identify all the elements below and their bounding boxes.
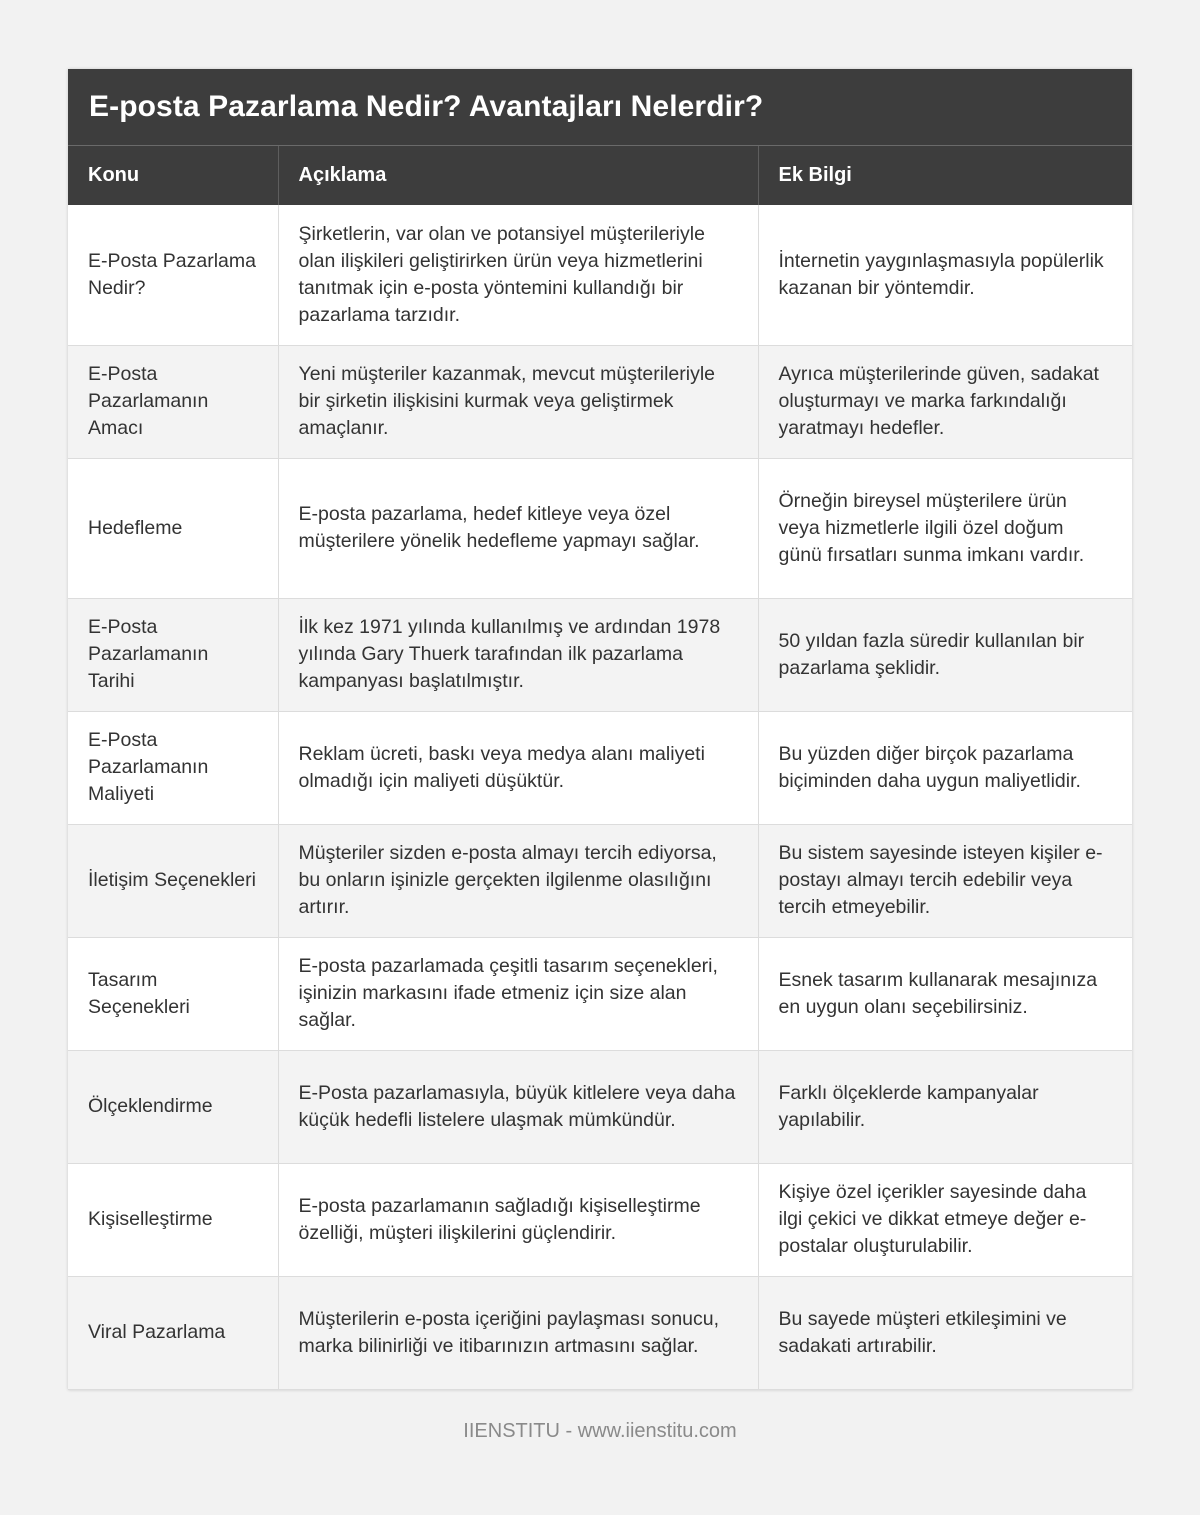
column-header-aciklama: Açıklama [278,146,758,205]
cell-ek-bilgi: İnternetin yaygınlaşmasıyla popülerlik kazanan bir yöntemdir. [758,205,1132,345]
info-table [68,146,1132,1390]
cell-konu: Tasarım Seçenekleri [68,937,278,1050]
page-title: E-posta Pazarlama Nedir? Avantajları Nelerdir? [89,90,764,123]
cell-ek-bilgi: Bu yüzden diğer birçok pazarlama biçiminden daha uygun maliyetlidir. [758,711,1132,824]
table-row [68,1050,1132,1163]
cell-konu: E-Posta Pazarlamanın Maliyeti [68,711,278,824]
cell-ek-bilgi: Kişiye özel içerikler sayesinde daha ilgi çekici ve dikkat etmeye değer e-postalar oluşturulabilir. [758,1163,1132,1276]
cell-aciklama: İlk kez 1971 yılında kullanılmış ve ardından 1978 yılında Gary Thuerk tarafından ilk pazarlama kampanyası başlatılmıştır. [278,598,758,711]
cell-ek-bilgi: Farklı ölçeklerde kampanyalar yapılabilir. [758,1050,1132,1163]
cell-aciklama: Şirketlerin, var olan ve potansiyel müşterileriyle olan ilişkileri geliştirirken ürün veya hizmetlerini tanıtmak için e-posta yöntemini kullandığı bir pazarlama tarzıdır. [278,205,758,345]
cell-konu: E-Posta Pazarlamanın Amacı [68,345,278,458]
cell-konu: Hedefleme [68,458,278,598]
table-row [68,598,1132,711]
cell-aciklama: E-posta pazarlamada çeşitli tasarım seçenekleri, işinizin markasını ifade etmeniz için size alan sağlar. [278,937,758,1050]
cell-aciklama: Yeni müşteriler kazanmak, mevcut müşterileriyle bir şirketin ilişkisini kurmak veya geliştirmek amaçlanır. [278,345,758,458]
title-bar [68,69,1132,146]
info-table-card [68,69,1132,1390]
cell-aciklama: E-Posta pazarlamasıyla, büyük kitlelere veya daha küçük hedefli listelere ulaşmak mümkündür. [278,1050,758,1163]
table-header-row [68,146,1132,205]
footer-credit: IIENSTITU - www.iienstitu.com [463,1420,737,1442]
table-row [68,458,1132,598]
cell-konu: E-Posta Pazarlamanın Tarihi [68,598,278,711]
cell-aciklama: E-posta pazarlama, hedef kitleye veya özel müşterilere yönelik hedefleme yapmayı sağlar. [278,458,758,598]
table-row [68,345,1132,458]
cell-ek-bilgi: 50 yıldan fazla süredir kullanılan bir pazarlama şeklidir. [758,598,1132,711]
column-header-ek-bilgi: Ek Bilgi [758,146,1132,205]
table-row [68,205,1132,345]
table-row [68,824,1132,937]
cell-aciklama: E-posta pazarlamanın sağladığı kişiselleştirme özelliği, müşteri ilişkilerini güçlendirir. [278,1163,758,1276]
cell-konu: E-Posta Pazarlama Nedir? [68,205,278,345]
table-row [68,1276,1132,1389]
cell-ek-bilgi: Esnek tasarım kullanarak mesajınıza en uygun olanı seçebilirsiniz. [758,937,1132,1050]
cell-ek-bilgi: Bu sistem sayesinde isteyen kişiler e-postayı almayı tercih edebilir veya tercih etmeyebilir. [758,824,1132,937]
cell-aciklama: Reklam ücreti, baskı veya medya alanı maliyeti olmadığı için maliyeti düşüktür. [278,711,758,824]
cell-ek-bilgi: Ayrıca müşterilerinde güven, sadakat oluşturmayı ve marka farkındalığı yaratmayı hedefler. [758,345,1132,458]
cell-konu: Kişiselleştirme [68,1163,278,1276]
table-row [68,1163,1132,1276]
cell-konu: İletişim Seçenekleri [68,824,278,937]
cell-aciklama: Müşteriler sizden e-posta almayı tercih ediyorsa, bu onların işinizle gerçekten ilgilenme olasılığını artırır. [278,824,758,937]
table-row [68,937,1132,1050]
cell-konu: Ölçeklendirme [68,1050,278,1163]
table-row [68,711,1132,824]
cell-ek-bilgi: Örneğin bireysel müşterilere ürün veya hizmetlerle ilgili özel doğum günü fırsatları sunma imkanı vardır. [758,458,1132,598]
cell-aciklama: Müşterilerin e-posta içeriğini paylaşması sonucu, marka bilinirliği ve itibarınızın artmasını sağlar. [278,1276,758,1389]
cell-konu: Viral Pazarlama [68,1276,278,1389]
cell-ek-bilgi: Bu sayede müşteri etkileşimini ve sadakati artırabilir. [758,1276,1132,1389]
column-header-konu: Konu [68,146,278,205]
